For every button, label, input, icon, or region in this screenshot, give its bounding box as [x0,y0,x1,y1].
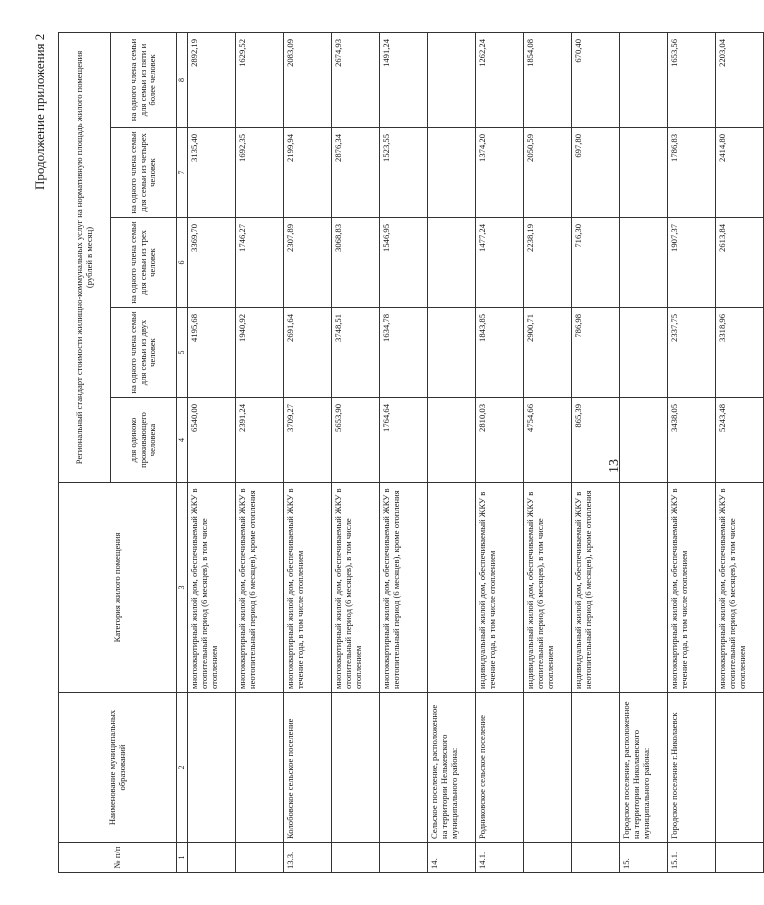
housing-category: индивидуальный жилой дом, обеспечиваемый ЖКУ в неотопительный период (6 месяцев), кроме отопления [572,483,620,693]
value-single: 4754,66 [524,398,572,483]
housing-category: многоквартирный жилой дом, обеспечиваемый ЖКУ в течение года, в том числе отоплением [668,483,716,693]
value-four: 2876,34 [332,128,380,218]
municipality-name [236,693,284,843]
value-five-plus: 1854,08 [524,32,572,127]
value-three: 1746,27 [236,218,284,308]
header-sub-four: на одного члена семьи для семьи из четырех человек [111,128,177,218]
row-number: 15. [620,843,668,873]
column-number: 2 [177,693,188,843]
value-four: 2199,94 [284,128,332,218]
value-four: 1786,83 [668,128,716,218]
header-sub-three: на одного члена семьи для семьи из трех человек [111,218,177,308]
housing-category: многоквартирный жилой дом, обеспечиваемый ЖКУ в отопительный период (6 месяцев), в том числе отоплением [332,483,380,693]
value-single: 2810,03 [476,398,524,483]
value-two: 2337,75 [668,308,716,398]
value-four: 3135,40 [188,128,236,218]
value-single: 5653,90 [332,398,380,483]
value-single [620,398,668,483]
value-five-plus: 2203,04 [716,32,764,127]
column-number: 8 [177,32,188,127]
table-row [620,32,668,872]
value-three: 716,30 [572,218,620,308]
value-five-plus: 1491,24 [380,32,428,127]
value-four: 1523,55 [380,128,428,218]
column-number: 4 [177,398,188,483]
value-single: 1764,64 [380,398,428,483]
table-row [428,32,476,872]
table-row [716,32,764,872]
housing-category: многоквартирный жилой дом, обеспечиваемый ЖКУ в течение года, в том числе отоплением [284,483,332,693]
header-standard: Региональный стандарт стоимости жилищно-коммунальных услуг на нормативную площадь жилого помещения (рублей в месяц) [59,32,111,482]
housing-category: индивидуальный жилой дом, обеспечиваемый ЖКУ в отопительный период (6 месяцев), в том числе отоплением [524,483,572,693]
row-number [188,843,236,873]
table-row [572,32,620,872]
value-single: 3438,05 [668,398,716,483]
value-three: 3369,70 [188,218,236,308]
value-two [428,308,476,398]
value-single: 865,39 [572,398,620,483]
housing-category [620,483,668,693]
row-number [716,843,764,873]
value-three: 1907,37 [668,218,716,308]
value-single: 3709,27 [284,398,332,483]
table-row [380,32,428,872]
municipality-name [380,693,428,843]
value-two: 1843,85 [476,308,524,398]
value-three: 1546,95 [380,218,428,308]
row-number: 14.1. [476,843,524,873]
value-two: 786,98 [572,308,620,398]
value-five-plus: 1629,52 [236,32,284,127]
value-two: 3748,51 [332,308,380,398]
value-three: 3068,83 [332,218,380,308]
column-number: 7 [177,128,188,218]
header-name: Наименование муниципальных образований [59,693,177,843]
row-number: 15.1. [668,843,716,873]
value-three [428,218,476,308]
row-number [236,843,284,873]
value-three: 1477,24 [476,218,524,308]
column-number-row [177,32,188,872]
value-two: 4195,68 [188,308,236,398]
housing-category: многоквартирный жилой дом, обеспечиваемый ЖКУ в неотопительный период (6 месяцев), кроме отопления [236,483,284,693]
housing-category: многоквартирный жилой дом, обеспечиваемый ЖКУ в отопительный период (6 месяцев), в том числе отоплением [716,483,764,693]
housing-category: индивидуальный жилой дом, обеспечиваемый ЖКУ в течение года, в том числе отоплением [476,483,524,693]
housing-category: многоквартирный жилой дом, обеспечиваемый ЖКУ в отопительный период (6 месяцев), в том числе отоплением [188,483,236,693]
municipality-name [716,693,764,843]
value-four: 1374,20 [476,128,524,218]
row-number [332,843,380,873]
row-number: 13.3. [284,843,332,873]
value-single: 5243,48 [716,398,764,483]
value-single: 6540,00 [188,398,236,483]
municipality-name [332,693,380,843]
value-two: 1940,92 [236,308,284,398]
column-number: 6 [177,218,188,308]
table-row [236,32,284,872]
value-single [428,398,476,483]
row-number [572,843,620,873]
header-no: № п/п [59,843,177,873]
value-three: 2613,84 [716,218,764,308]
value-four: 1692,35 [236,128,284,218]
value-five-plus [428,32,476,127]
page-number: 13 [607,459,622,473]
value-four: 697,80 [572,128,620,218]
standard-cost-table [58,32,764,873]
housing-category [428,483,476,693]
municipality-name: Колобовское сельское поселение [284,693,332,843]
header-sub-single: для одиноко проживающего человека [111,398,177,483]
table-row [188,32,236,872]
value-four: 2050,59 [524,128,572,218]
header-sub-five-plus: на одного члена семьи для семьи из пяти и более человек [111,32,177,127]
table-row [332,32,380,872]
value-four: 2414,80 [716,128,764,218]
value-three: 2307,89 [284,218,332,308]
table-row [476,32,524,872]
value-five-plus: 2892,19 [188,32,236,127]
column-number: 3 [177,483,188,693]
municipality-name: Городское поселение, расположенное на территории Николаевского муниципального района: [620,693,668,843]
municipality-name: Родниковское сельское поселение [476,693,524,843]
column-number: 1 [177,843,188,873]
header-sub-two: на одного члена семьи для семьи из двух человек [111,308,177,398]
value-three: 2238,19 [524,218,572,308]
value-two [620,308,668,398]
value-four [428,128,476,218]
value-five-plus: 1653,56 [668,32,716,127]
value-two: 2900,71 [524,308,572,398]
header-category: Категория жилого помещения [59,483,177,693]
value-five-plus: 1262,24 [476,32,524,127]
value-three [620,218,668,308]
value-five-plus [620,32,668,127]
row-number: 14. [428,843,476,873]
housing-category: многоквартирный жилой дом, обеспечиваемый ЖКУ в неотопительный период (6 месяцев), кроме отопления [380,483,428,693]
row-number [380,843,428,873]
value-two: 2691,64 [284,308,332,398]
value-four [620,128,668,218]
row-number [524,843,572,873]
municipality-name [188,693,236,843]
value-single: 2391,24 [236,398,284,483]
column-number: 5 [177,308,188,398]
municipality-name [572,693,620,843]
value-five-plus: 670,40 [572,32,620,127]
municipality-name: Городское поселение г.Николаевск [668,693,716,843]
value-five-plus: 2083,09 [284,32,332,127]
table-row [284,32,332,872]
value-five-plus: 2674,93 [332,32,380,127]
municipality-name [524,693,572,843]
municipality-name: Сельское поселение, расположенное на территории Нелькевского муниципального района: [428,693,476,843]
value-two: 1634,78 [380,308,428,398]
continuation-title: Продолжение приложения 2 [32,33,47,190]
value-two: 3318,96 [716,308,764,398]
table-row [524,32,572,872]
table-row [668,32,716,872]
